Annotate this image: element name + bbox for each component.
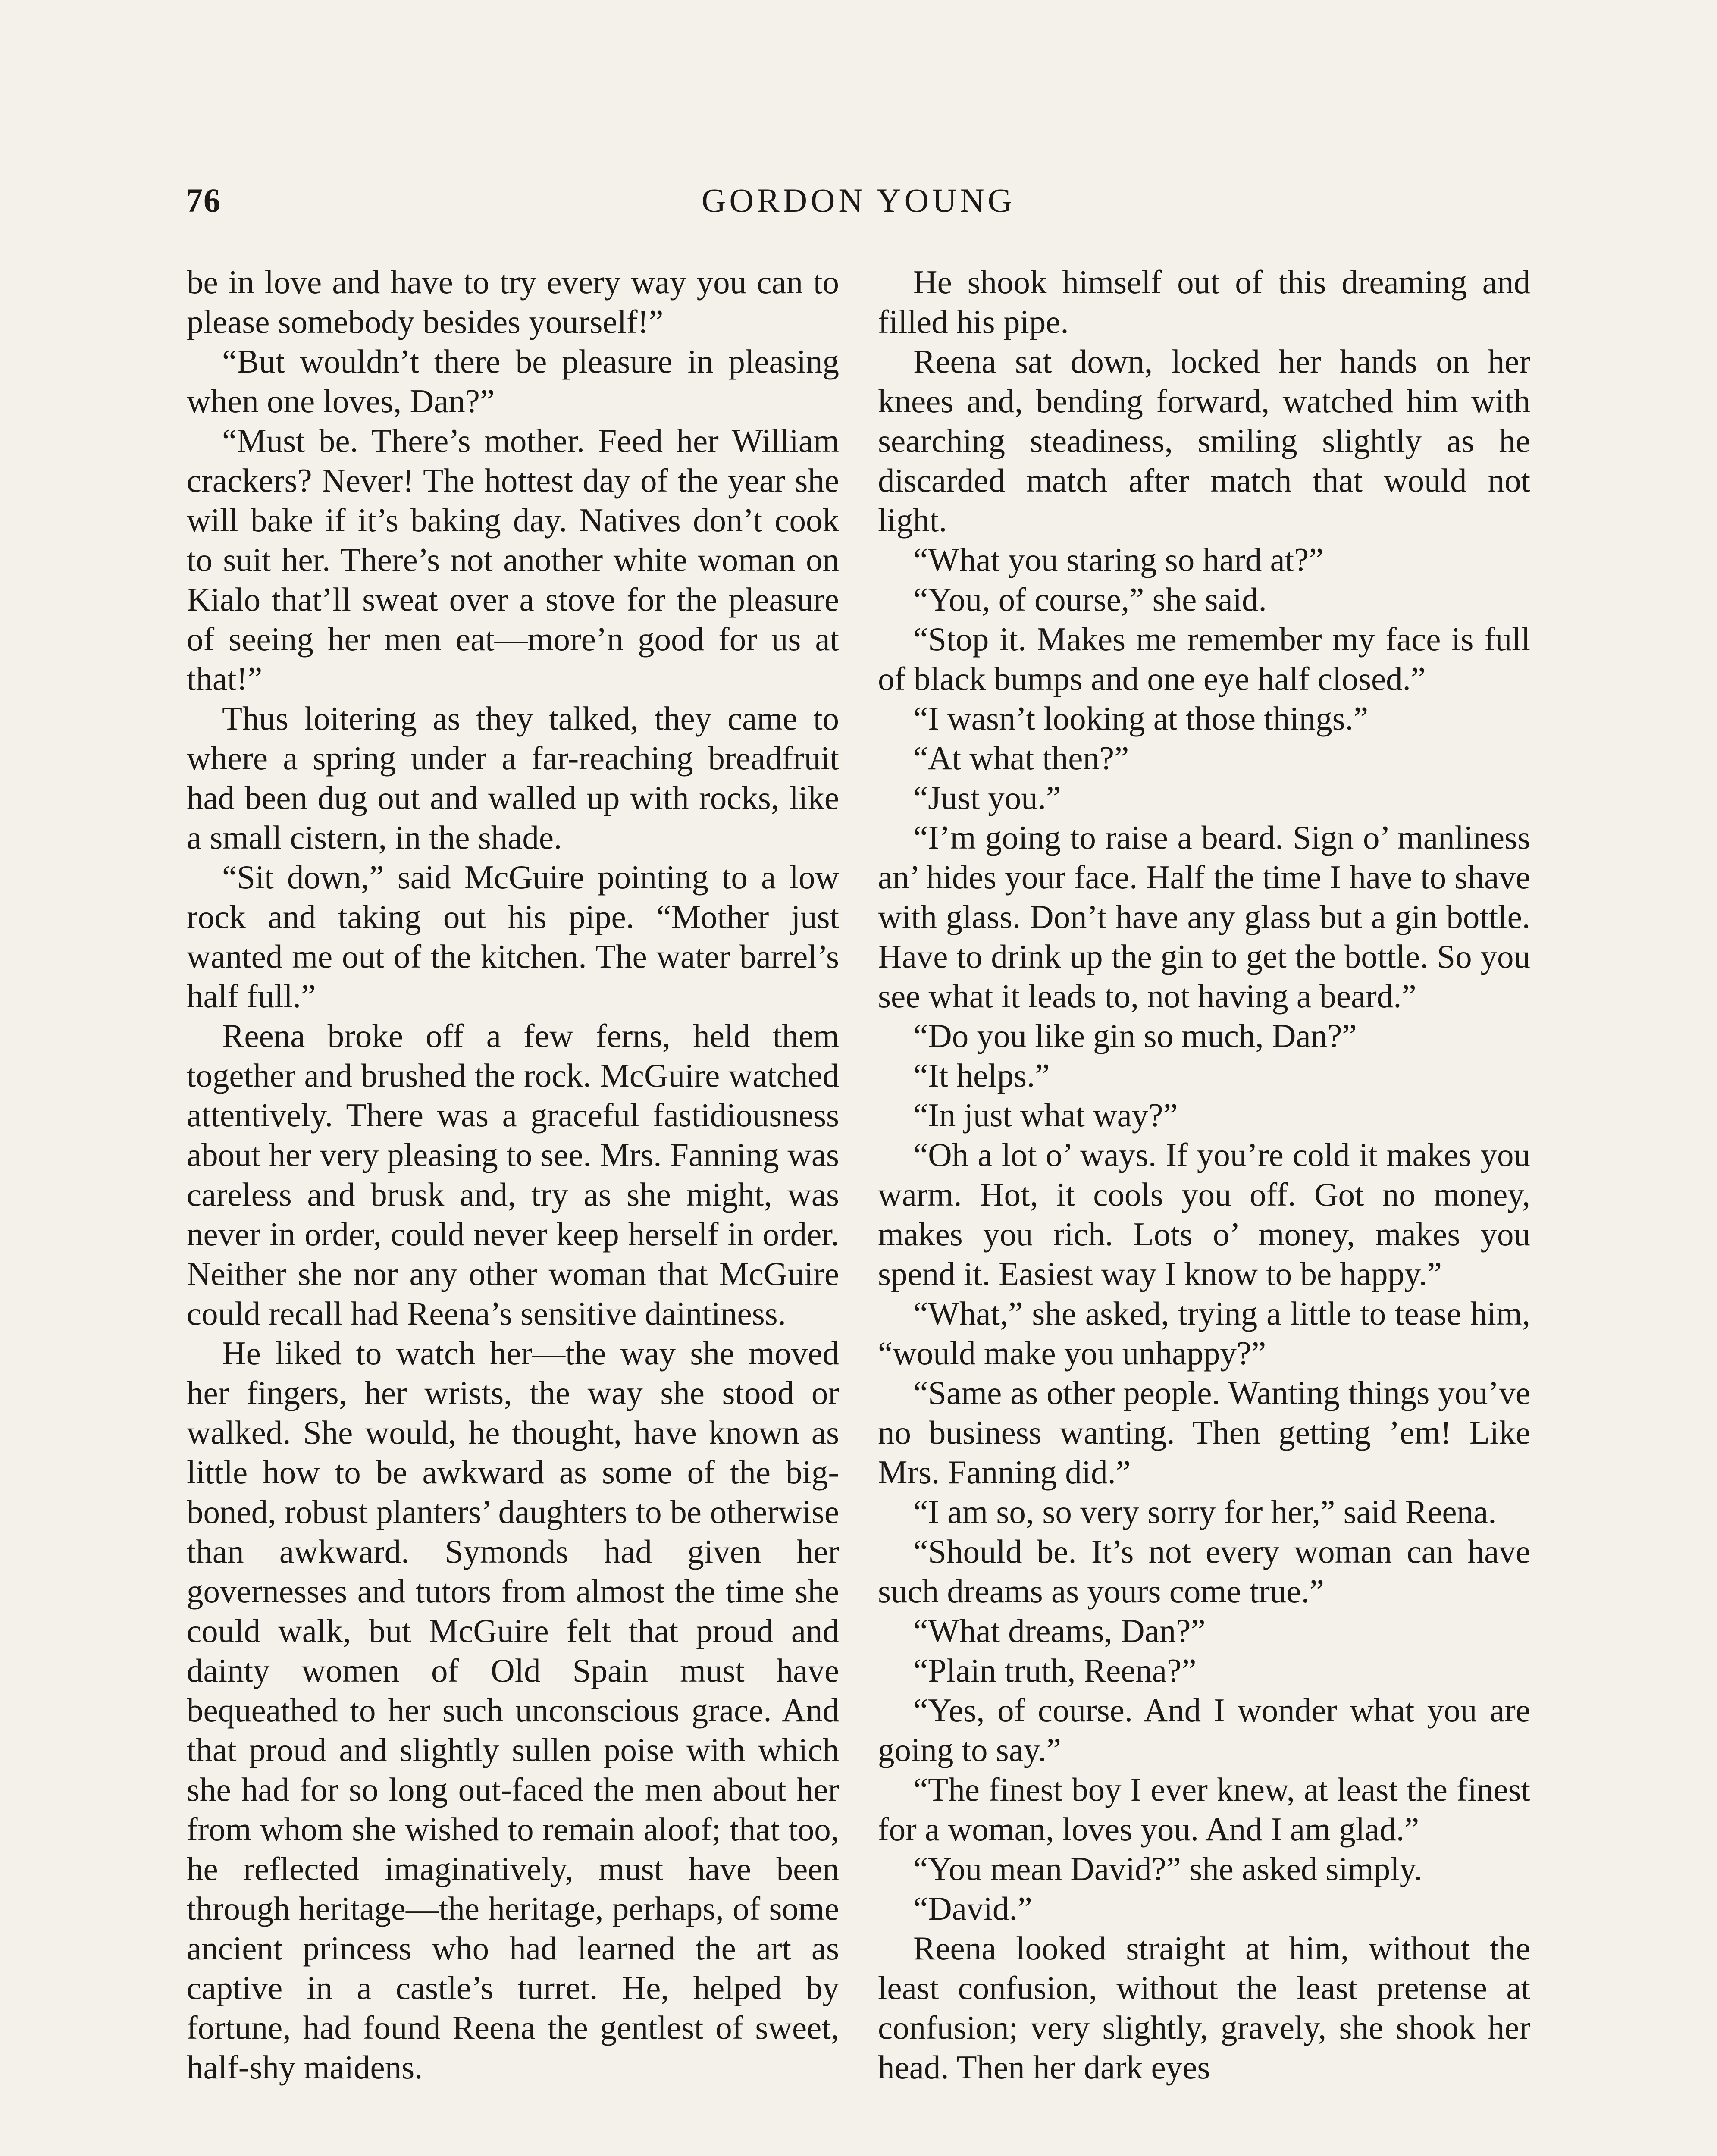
running-head: GORDON YOUNG xyxy=(702,182,1015,219)
paragraph: “Same as other people. Wanting things you’ve no business wanting. Then getting ’em! Like Mrs. Fanning did.” xyxy=(878,1374,1530,1491)
paragraph: “In just what way?” xyxy=(913,1097,1178,1134)
paragraph: “Plain truth, Reena?” xyxy=(913,1652,1197,1689)
paragraph: “What,” she asked, trying a little to tease him, “would make you unhappy?” xyxy=(878,1295,1530,1372)
paragraph: “The finest boy I ever knew, at least the finest for a woman, loves you. And I am glad.” xyxy=(878,1771,1530,1848)
paragraph: “I’m going to raise a beard. Sign o’ manliness an’ hides your face. Half the time I have to shave with glass. Don’t have any glass but a gin bottle. Have to drink up the gin to get the bottle. So you see what it leads to, not having a beard.” xyxy=(878,819,1530,1015)
page-header xyxy=(0,177,1717,224)
paragraph: “But wouldn’t there be pleasure in pleasing when one loves, Dan?” xyxy=(187,343,839,420)
paragraph: “What you staring so hard at?” xyxy=(913,541,1324,578)
paragraph: “Yes, of course. And I wonder what you are going to say.” xyxy=(878,1692,1530,1768)
paragraph: “Just you.” xyxy=(913,779,1061,816)
left-text-column xyxy=(187,262,839,2087)
right-text-column xyxy=(878,262,1530,2087)
paragraph: be in love and have to try every way you can to please somebody besides yourself!” xyxy=(187,263,839,340)
paragraph: “Do you like gin so much, Dan?” xyxy=(913,1017,1357,1054)
paragraph: “Oh a lot o’ ways. If you’re cold it makes you warm. Hot, it cools you off. Got no money, makes you rich. Lots o’ money, makes you spend it. Easiest way I know to be happy.” xyxy=(878,1136,1530,1292)
paragraph: “You mean David?” she asked simply. xyxy=(913,1850,1422,1887)
paragraph: Reena broke off a few ferns, held them together and brushed the rock. McGuire watched attentively. There was a graceful fastidiousness about her very pleasing to see. Mrs. Fanning was careless and brusk and, try as she might, was never in order, could never keep herself in order. Neither she nor any other woman that McGuire could recall had Reena’s sensitive daintiness. xyxy=(187,1017,839,1332)
paragraph: “It helps.” xyxy=(913,1057,1050,1094)
paragraph: “Stop it. Makes me remember my face is full of black bumps and one eye half closed.” xyxy=(878,620,1530,697)
paragraph: “Should be. It’s not every woman can have such dreams as yours come true.” xyxy=(878,1533,1530,1610)
paragraph: “At what then?” xyxy=(913,740,1129,777)
paragraph: “Sit down,” said McGuire pointing to a low rock and taking out his pipe. “Mother just wanted me out of the kitchen. The water barrel’s half full.” xyxy=(187,859,839,1015)
paragraph: Reena looked straight at him, without the least confusion, without the least pretense at confusion; very slightly, gravely, she shook her head. Then her dark eyes xyxy=(878,1930,1530,2086)
paragraph: “I wasn’t looking at those things.” xyxy=(913,700,1369,737)
paragraph: “What dreams, Dan?” xyxy=(913,1612,1206,1649)
paragraph: “David.” xyxy=(913,1890,1032,1927)
paragraph: “I am so, so very sorry for her,” said Reena. xyxy=(913,1493,1497,1530)
paragraph: “Must be. There’s mother. Feed her William crackers? Never! The hottest day of the year she will bake if it’s baking day. Natives don’t cook to suit her. There’s not another white woman on Kialo that’ll sweat over a stove for the pleasure of seeing her men eat—more’n good for us at that!” xyxy=(187,422,839,697)
paragraph: He shook himself out of this dreaming and filled his pipe. xyxy=(878,263,1530,340)
page-number: 76 xyxy=(186,182,221,219)
paragraph: “You, of course,” she said. xyxy=(913,581,1267,618)
paragraph: Reena sat down, locked her hands on her knees and, bending forward, watched him with searching steadiness, smiling slightly as he discarded match after match that would not light. xyxy=(878,343,1530,539)
paragraph: Thus loitering as they talked, they came to where a spring under a far-reaching breadfruit had been dug out and walled up with rocks, like a small cistern, in the shade. xyxy=(187,700,839,856)
paragraph: He liked to watch her—the way she moved her fingers, her wrists, the way she stood or walked. She would, he thought, have known as little how to be awkward as some of the big-boned, robust planters’ daughters to be otherwise than awkward. Symonds had given her governesses and tutors from almost the time she could walk, but McGuire felt that proud and dainty women of Old Spain must have bequeathed to her such unconscious grace. And that proud and slightly sullen poise with which she had for so long out-faced the men about her from whom she wished to remain aloof; that too, he reflected imaginatively, must have been through heritage—the heritage, perhaps, of some ancient princess who had learned the art as captive in a castle’s turret. He, helped by fortune, had found Reena the gentlest of sweet, half-shy maidens. xyxy=(187,1335,839,2086)
